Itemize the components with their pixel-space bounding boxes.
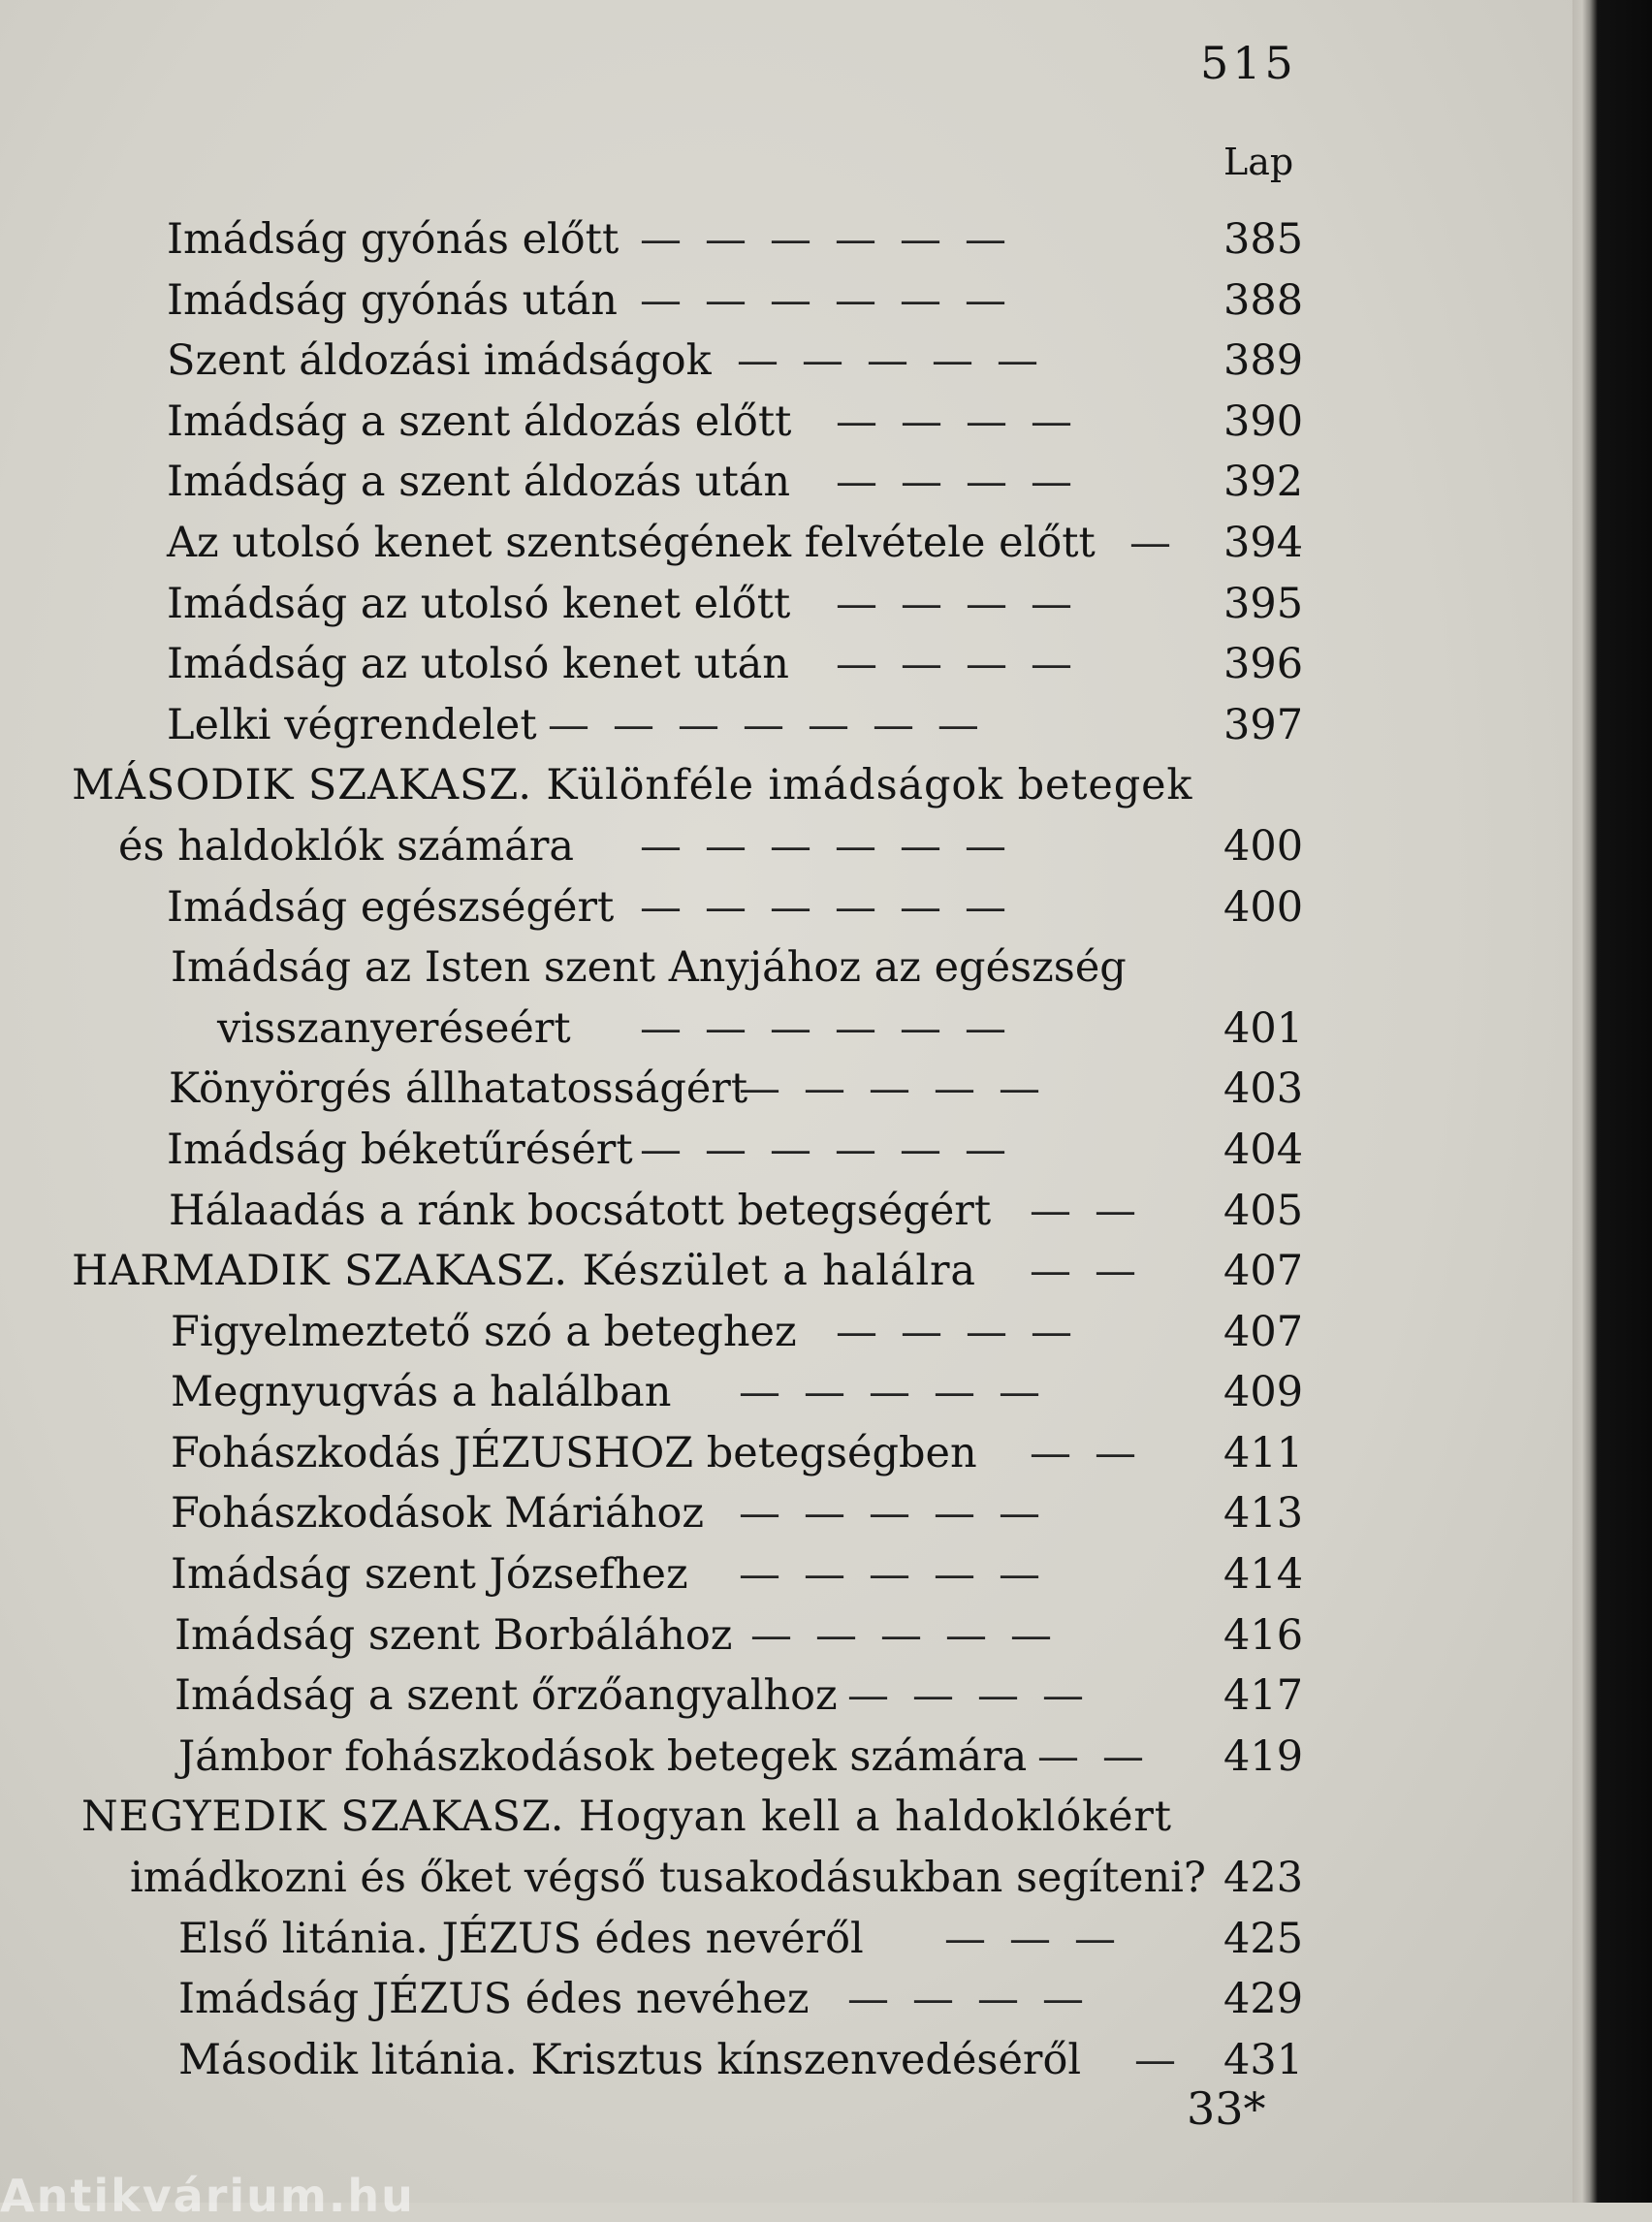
toc-entry-title: Megnyugvás a halálban	[171, 1368, 672, 1417]
dot-leader: — — — —	[847, 1671, 1090, 1721]
toc-section-title: MÁSODIK SZAKASZ. Különféle imádságok betegek	[72, 761, 1193, 810]
dot-leader: — —	[1030, 1247, 1142, 1296]
dot-leader: — — — — —	[739, 1064, 1046, 1114]
toc-entry	[0, 1909, 1309, 1970]
toc-entry-title: Lelki végrendelet	[167, 700, 537, 749]
toc-entry-page: 425	[1223, 1914, 1304, 1963]
dot-leader: — — — —	[836, 640, 1078, 689]
toc-entry-title: Az utolsó kenet szentségének felvétele előtt	[167, 518, 1096, 567]
toc-entry-page: 431	[1223, 2035, 1304, 2084]
toc-entry	[0, 392, 1309, 453]
toc-entry-page: 419	[1223, 1731, 1304, 1781]
signature-mark: 33*	[1187, 2082, 1266, 2135]
toc-entry-page: 403	[1223, 1064, 1304, 1114]
toc-entry-title: Imádság a szent áldozás után	[167, 458, 791, 507]
toc-entry-page: 394	[1223, 518, 1304, 567]
toc-section-title: NEGYEDIK SZAKASZ. Hogyan kell a haldoklókért	[81, 1793, 1172, 1842]
toc-entry-page: 400	[1223, 882, 1304, 932]
page-column-header: Lap	[1223, 141, 1294, 183]
dot-leader: — — — — —	[739, 1489, 1046, 1539]
page-number: 515	[1200, 37, 1297, 89]
dot-leader: — — — — — —	[640, 275, 1012, 325]
toc-entry-page: 385	[1223, 215, 1304, 264]
toc-entry-page: 423	[1223, 1854, 1304, 1903]
dot-leader: — — — — — —	[640, 882, 1012, 932]
toc-entry	[0, 1181, 1309, 1242]
toc-entry	[0, 209, 1309, 270]
dot-leader: — — — — —	[737, 336, 1044, 386]
dot-leader: — — — — — — —	[548, 700, 985, 749]
toc-entry-title: Imádság az utolsó kenet előtt	[167, 579, 791, 628]
toc-entry	[0, 695, 1309, 756]
toc-entry-title: Imádság JÉZUS édes nevéhez	[178, 1975, 810, 2024]
toc-entry	[0, 331, 1309, 392]
toc-entry	[0, 1362, 1309, 1423]
toc-entry-page: 416	[1223, 1610, 1304, 1660]
toc-entry-page: 429	[1223, 1975, 1304, 2024]
toc-entry-title: visszanyeréseért	[217, 1003, 571, 1053]
toc-entry	[0, 1423, 1309, 1484]
toc-entry	[0, 2030, 1309, 2091]
toc-entry	[0, 1120, 1309, 1181]
toc-entry-title: Imádság az utolsó kenet után	[167, 640, 789, 689]
dot-leader: — — — —	[847, 1975, 1090, 2024]
toc-entry-title: Fohászkodás JÉZUSHOZ betegségben	[171, 1428, 977, 1477]
toc-entry-page: 389	[1223, 336, 1304, 386]
toc-entry-title: Első litánia. JÉZUS édes nevéről	[178, 1914, 864, 1963]
dot-leader: — — — — —	[739, 1550, 1046, 1600]
toc-entry-title: Imádság a szent áldozás előtt	[167, 397, 792, 446]
toc-entry-page: 390	[1223, 397, 1304, 446]
dot-leader: — — — — —	[739, 1368, 1046, 1417]
dot-leader: — — — — — —	[640, 1003, 1012, 1053]
toc-entry-title: Imádság szent Józsefhez	[171, 1550, 688, 1600]
toc-entry-title: Jámbor fohászkodások betegek számára	[178, 1731, 1028, 1781]
toc-section-heading	[0, 755, 1309, 816]
toc-entry	[0, 1605, 1309, 1666]
toc-entry	[0, 1059, 1309, 1120]
toc-entry-page: 407	[1223, 1247, 1304, 1296]
toc-entry	[0, 452, 1309, 513]
toc-entry-title: Imádság béketűrésért	[167, 1125, 633, 1174]
dot-leader: — —	[1030, 1186, 1142, 1235]
toc-entry-page: 409	[1223, 1368, 1304, 1417]
toc-entry-page: 396	[1223, 640, 1304, 689]
toc-entry-page: 397	[1223, 700, 1304, 749]
toc-entry	[0, 1666, 1309, 1727]
toc-entry-page: 417	[1223, 1671, 1304, 1721]
toc-entry-title: Könyörgés állhatatosságért	[169, 1064, 748, 1114]
toc-entry	[0, 513, 1309, 574]
toc-entry	[0, 1848, 1309, 1909]
toc-entry-page: 392	[1223, 458, 1304, 507]
toc-entry-page: 413	[1223, 1489, 1304, 1539]
toc-entry	[0, 937, 1309, 999]
dot-leader: — — — — —	[750, 1610, 1058, 1660]
toc-entry-title: Imádság gyónás után	[167, 275, 618, 325]
toc-entry	[0, 999, 1309, 1060]
toc-entry-page: 401	[1223, 1003, 1304, 1053]
toc-entry	[0, 816, 1309, 877]
table-of-contents	[0, 209, 1309, 2090]
toc-entry-page: 388	[1223, 275, 1304, 325]
toc-section-heading	[0, 1787, 1309, 1848]
dot-leader: — — — —	[836, 458, 1078, 507]
toc-entry	[0, 877, 1309, 938]
toc-entry-title: Imádság egészségért	[167, 882, 615, 932]
toc-entry-title: Imádság szent Borbálához	[175, 1610, 733, 1660]
toc-entry-page: 405	[1223, 1186, 1304, 1235]
dot-leader: — —	[1037, 1731, 1150, 1781]
dot-leader: — — — —	[836, 397, 1078, 446]
dot-leader: — —	[1030, 1428, 1142, 1477]
toc-entry-title: Figyelmeztető szó a beteghez	[171, 1307, 797, 1356]
dot-leader: — — — — — —	[640, 821, 1012, 871]
toc-entry-page: 414	[1223, 1550, 1304, 1600]
toc-entry	[0, 1302, 1309, 1363]
toc-entry-title: Szent áldozási imádságok	[167, 336, 712, 386]
toc-entry-page: 400	[1223, 821, 1304, 871]
toc-entry	[0, 1727, 1309, 1788]
toc-entry	[0, 1483, 1309, 1544]
toc-entry	[0, 270, 1309, 332]
toc-entry-page: 411	[1223, 1428, 1304, 1477]
dot-leader: — — — — — —	[640, 1125, 1012, 1174]
dot-leader: —	[1129, 518, 1177, 567]
toc-entry	[0, 1544, 1309, 1605]
toc-entry-title: Imádság a szent őrzőangyalhoz	[175, 1671, 838, 1721]
book-spine	[1573, 0, 1652, 2203]
toc-entry-title: Imádság az Isten szent Anyjához az egészség	[171, 943, 1127, 993]
toc-entry-page: 404	[1223, 1125, 1304, 1174]
dot-leader: —	[1134, 2035, 1182, 2084]
dot-leader: — — —	[944, 1914, 1122, 1963]
toc-entry-title: imádkozni és őket végső tusakodásukban segíteni?	[130, 1854, 1206, 1903]
toc-entry	[0, 574, 1309, 635]
toc-section-title: HARMADIK SZAKASZ. Készület a halálra	[72, 1247, 976, 1296]
dot-leader: — — — — — —	[640, 215, 1012, 264]
toc-entry-page: 407	[1223, 1307, 1304, 1356]
toc-entry-title: Fohászkodások Máriához	[171, 1489, 705, 1539]
watermark: Antikvárium.hu	[0, 2170, 415, 2222]
toc-entry-title: és haldoklók számára	[118, 821, 575, 871]
toc-section-heading	[0, 1241, 1309, 1302]
toc-entry-title: Imádság gyónás előtt	[167, 215, 620, 264]
toc-entry-page: 395	[1223, 579, 1304, 628]
dot-leader: — — — —	[836, 579, 1078, 628]
toc-entry-title: Hálaadás a ránk bocsátott betegségért	[169, 1186, 992, 1235]
toc-entry	[0, 634, 1309, 695]
dot-leader: — — — —	[836, 1307, 1078, 1356]
toc-entry	[0, 1969, 1309, 2030]
toc-entry-title: Második litánia. Krisztus kínszenvedéséről	[178, 2035, 1082, 2084]
